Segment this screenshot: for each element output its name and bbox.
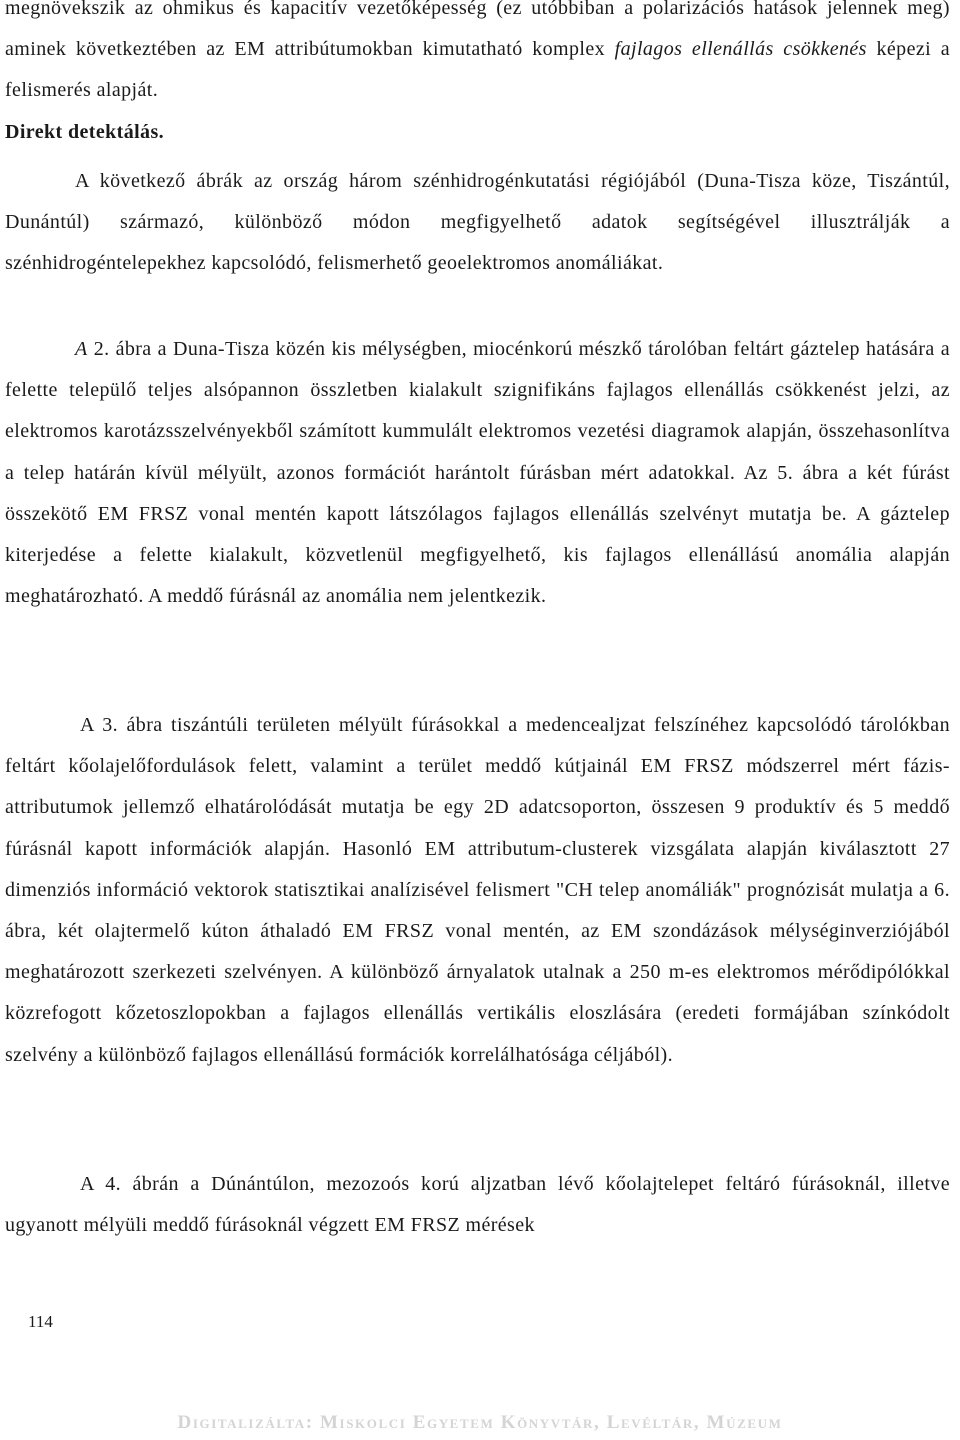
italic-lead: A <box>75 338 88 360</box>
italic-term: fajlagos ellenállás csökkenés <box>614 38 867 61</box>
section-heading: Direkt detektálás. <box>5 120 165 143</box>
paragraph-regions: A következő ábrák az ország három szénhidrogénkutatási régiójából (Duna-Tisza köze, Tiszántúl, Dunántúl) származó, különböző módon megfigyelhető adatok segítségével illusztrálják a szénhidrogéntelepekhez kapcsolódó, felismerhető geoelektromos anomáliákat. <box>5 170 950 275</box>
paragraph-continuation-text: megnövekszik az ohmikus és kapacitív vezetőképesség (ez utóbbiban a polarizációs hatások jelennek meg) aminek következtében az EM attribútumokban kimutatható komplex <box>5 0 950 61</box>
paragraph-continuation-end: képezi a felismerés alapját. <box>5 38 950 102</box>
page-number: 114 <box>28 1312 53 1331</box>
paragraph-figure-4: A 4. ábrán a Dúnántúlon, mezozoós korú aljzatban lévő kőolajtelepet feltáró fúrásoknál, illetve ugyanott mélyüli meddő fúrásoknál végzett EM FRSZ mérések <box>5 1173 950 1237</box>
paragraph-continuation <box>5 0 950 153</box>
paragraph-figure-3: A 3. ábra tiszántúli területen mélyült fúrásokkal a medencealjzat felszínéhez kapcsolódó tárolókban feltárt kőolajelőfordulások felett, valamint a terület meddő kútjainál EM FRSZ módszerrel mért fázis-attributumok jellemző elhatárolódását mutatja be egy 2D adatcsoporton, összesen 9 produktív és 5 meddő fúrásnál kapott információk alapján. Hasonló EM attributum-clusterek vizsgálata alapján kiválasztott 27 dimenziós információ vektorok statisztikai analízisével felismert "CH telep anomáliák" prognózisát mulatja a 6. ábra, két olajtermelő kúton áthaladó EM FRSZ vonal mentén, az EM szondázások mélységinverziójából meghatározott szerkezeti szelvényen. A különböző árnyalatok utalnak a 250 m-es elektromos mérődipólókkal közrefogott kőzetoszlopokban a fajlagos ellenállás vertikális eloszlására (eredeti formájában színkódolt szelvény a különböző fajlagos ellenállású formációk korrelálhatósága céljából). <box>5 714 950 1066</box>
digitization-footer: Digitalizálta: Miskolci Egyetem Könyvtár, Levéltár, Múzeum <box>177 1412 783 1433</box>
paragraph-figure-2 <box>5 329 950 617</box>
paragraph-figure-2-text: 2. ábra a Duna-Tisza közén kis mélységben, miocénkorú mészkő tárolóban feltárt gáztelep hatására a felette települő teljes alsópannon összletben kialakult szignifikáns fajlagos ellenállás csökkenést jelzi, az elektromos karotázsszelvényekből számított kummulált elektromos vezetési diagramok alapján, összehasonlítva a telep határán kívül mélyült, azonos formációt harántolt fúrásban mért adatokkal. Az 5. ábra a két fúrást összekötő EM FRSZ vonal mentén kapott látszólagos fajlagos ellenállás szelvényt mutatja be. A gáztelep kiterjedése a felette kialakult, közvetlenül megfigyelhető, kis fajlagos ellenállású anomália alapján meghatározható. A meddő fúrásnál az anomália nem jelentkezik. <box>5 338 950 608</box>
